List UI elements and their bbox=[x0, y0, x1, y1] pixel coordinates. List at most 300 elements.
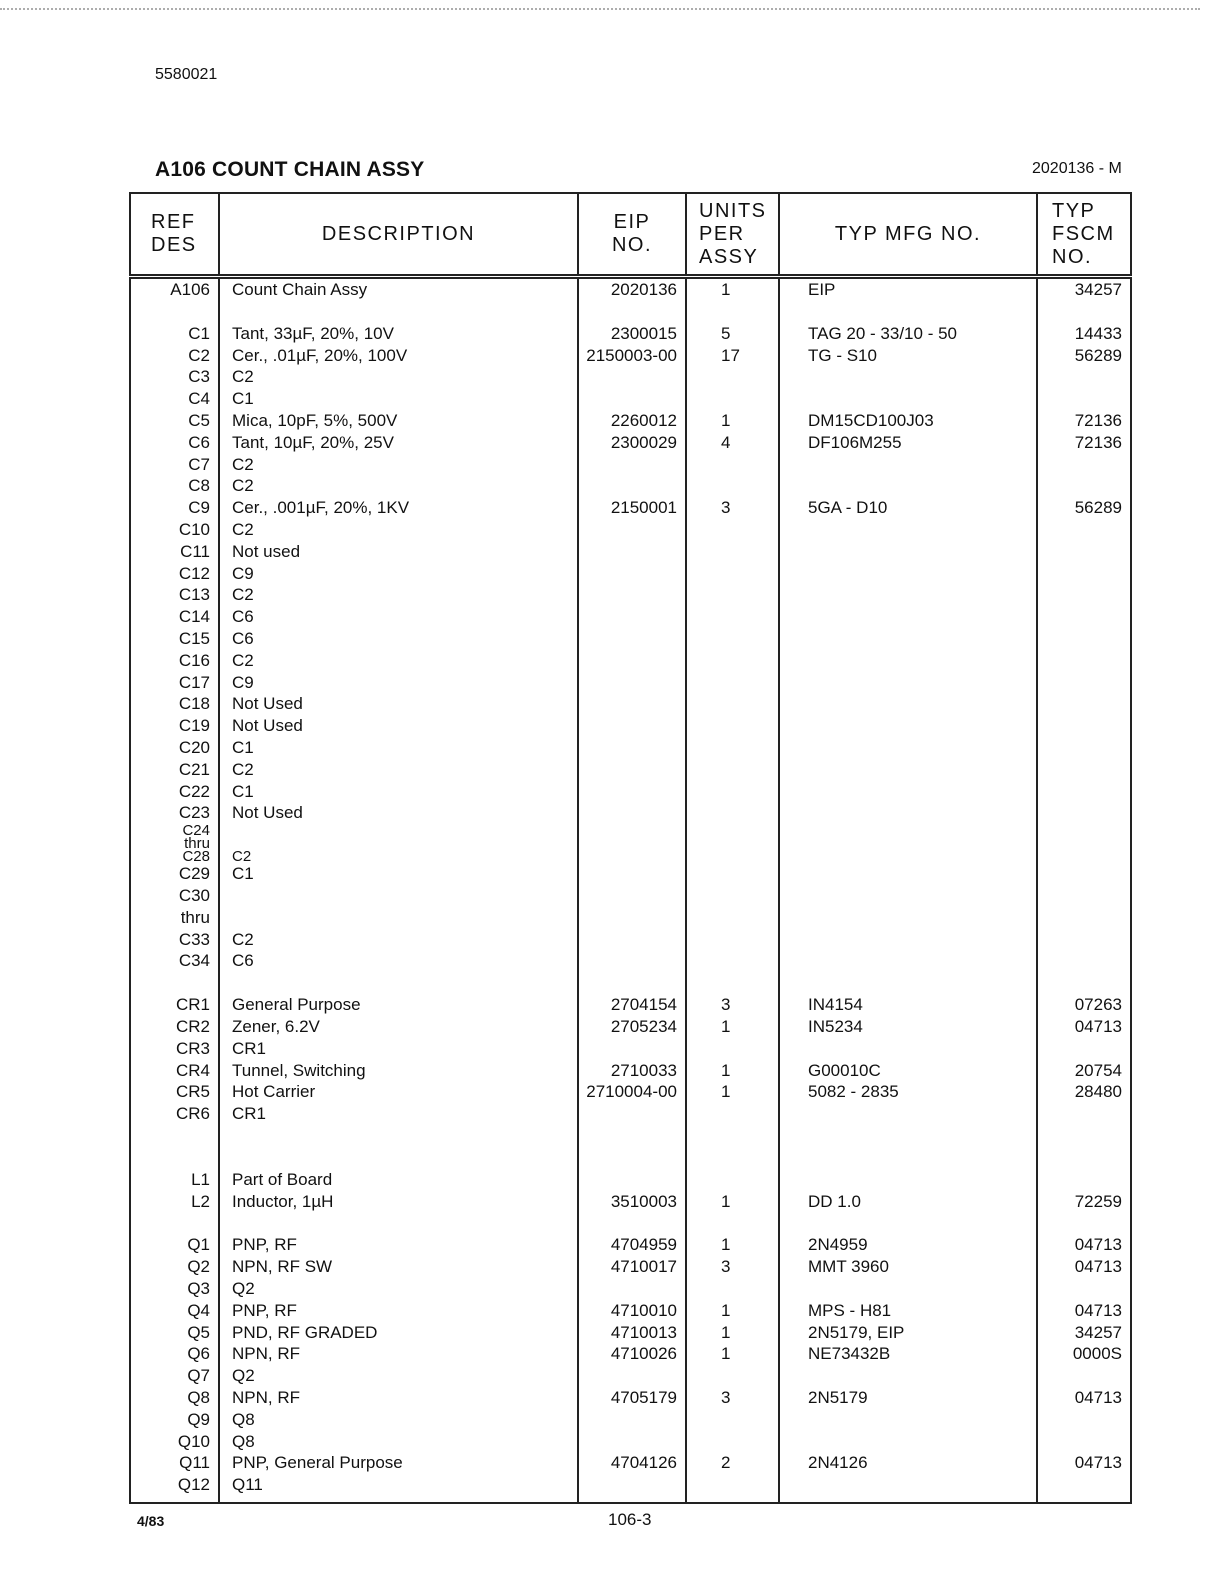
cell-fscm: 20754 bbox=[1037, 1060, 1131, 1082]
table-row bbox=[130, 885, 1131, 907]
cell-eip bbox=[578, 563, 686, 585]
cell-desc: CR1 bbox=[219, 1103, 578, 1125]
table-row bbox=[130, 1278, 1131, 1300]
cell-units bbox=[686, 907, 779, 929]
cell-units bbox=[686, 1147, 779, 1169]
cell-units bbox=[686, 863, 779, 885]
cell-ref: C23 bbox=[130, 802, 219, 824]
cell-fscm bbox=[1037, 1212, 1131, 1234]
table-row bbox=[130, 994, 1131, 1016]
cell-desc: Q11 bbox=[219, 1474, 578, 1503]
header-ref-line-2: DES bbox=[151, 234, 197, 256]
cell-units: 1 bbox=[686, 1234, 779, 1256]
cell-eip: 2710033 bbox=[578, 1060, 686, 1082]
cell-ref: CR1 bbox=[130, 994, 219, 1016]
cell-mfg bbox=[779, 885, 1037, 907]
cell-eip bbox=[578, 1409, 686, 1431]
cell-desc: Not Used bbox=[219, 715, 578, 737]
cell-eip bbox=[578, 301, 686, 323]
cell-desc: General Purpose bbox=[219, 994, 578, 1016]
cell-desc: Not Used bbox=[219, 802, 578, 824]
cell-fscm: 04713 bbox=[1037, 1300, 1131, 1322]
cell-ref: thru bbox=[130, 837, 219, 850]
cell-units bbox=[686, 541, 779, 563]
cell-ref: CR4 bbox=[130, 1060, 219, 1082]
cell-desc: Inductor, 1µH bbox=[219, 1191, 578, 1213]
cell-fscm: 72136 bbox=[1037, 432, 1131, 454]
cell-units bbox=[686, 693, 779, 715]
cell-eip: 2300029 bbox=[578, 432, 686, 454]
cell-units bbox=[686, 672, 779, 694]
cell-eip bbox=[578, 863, 686, 885]
cell-units bbox=[686, 584, 779, 606]
cell-mfg bbox=[779, 563, 1037, 585]
cell-fscm bbox=[1037, 301, 1131, 323]
cell-fscm bbox=[1037, 1038, 1131, 1060]
cell-fscm bbox=[1037, 837, 1131, 850]
cell-fscm: 04713 bbox=[1037, 1234, 1131, 1256]
cell-ref: CR3 bbox=[130, 1038, 219, 1060]
cell-fscm bbox=[1037, 366, 1131, 388]
spacer-row bbox=[130, 972, 1131, 994]
cell-mfg: 5082 - 2835 bbox=[779, 1081, 1037, 1103]
table-row bbox=[130, 1474, 1131, 1503]
cell-mfg bbox=[779, 1431, 1037, 1453]
cell-ref: C14 bbox=[130, 606, 219, 628]
table-row bbox=[130, 1060, 1131, 1082]
cell-eip bbox=[578, 541, 686, 563]
cell-fscm bbox=[1037, 885, 1131, 907]
cell-mfg: G00010C bbox=[779, 1060, 1037, 1082]
cell-ref: C4 bbox=[130, 388, 219, 410]
cell-eip bbox=[578, 1212, 686, 1234]
cell-ref: C16 bbox=[130, 650, 219, 672]
cell-eip: 4705179 bbox=[578, 1387, 686, 1409]
cell-fscm: 56289 bbox=[1037, 497, 1131, 519]
cell-ref: C20 bbox=[130, 737, 219, 759]
cell-mfg: NE73432B bbox=[779, 1343, 1037, 1365]
cell-ref: C2 bbox=[130, 345, 219, 367]
cell-ref: CR5 bbox=[130, 1081, 219, 1103]
cell-mfg bbox=[779, 972, 1037, 994]
cell-units bbox=[686, 475, 779, 497]
table-row bbox=[130, 1431, 1131, 1453]
cell-mfg: 5GA - D10 bbox=[779, 497, 1037, 519]
cell-mfg bbox=[779, 1278, 1037, 1300]
table-row bbox=[130, 737, 1131, 759]
cell-fscm bbox=[1037, 850, 1131, 863]
cell-desc: NPN, RF bbox=[219, 1343, 578, 1365]
cell-desc: C1 bbox=[219, 863, 578, 885]
cell-ref: Q8 bbox=[130, 1387, 219, 1409]
table-row bbox=[130, 1169, 1131, 1191]
cell-eip bbox=[578, 759, 686, 781]
cell-mfg bbox=[779, 650, 1037, 672]
cell-eip bbox=[578, 650, 686, 672]
table-row bbox=[130, 863, 1131, 885]
header-description: DESCRIPTION bbox=[219, 193, 578, 277]
cell-fscm bbox=[1037, 563, 1131, 585]
table-row bbox=[130, 950, 1131, 972]
cell-mfg bbox=[779, 388, 1037, 410]
cell-fscm bbox=[1037, 388, 1131, 410]
cell-ref: C5 bbox=[130, 410, 219, 432]
cell-ref: C30 bbox=[130, 885, 219, 907]
cell-desc bbox=[219, 1147, 578, 1169]
cell-desc bbox=[219, 885, 578, 907]
spacer-row bbox=[130, 1212, 1131, 1234]
cell-mfg bbox=[779, 837, 1037, 850]
cell-fscm bbox=[1037, 454, 1131, 476]
spacer-row bbox=[130, 301, 1131, 323]
page-title: A106 COUNT CHAIN ASSY bbox=[155, 158, 425, 181]
header-units-line-1: UNITS bbox=[699, 199, 767, 222]
cell-fscm: 04713 bbox=[1037, 1387, 1131, 1409]
cell-units bbox=[686, 606, 779, 628]
table-row bbox=[130, 672, 1131, 694]
cell-mfg: MPS - H81 bbox=[779, 1300, 1037, 1322]
table-row bbox=[130, 323, 1131, 345]
cell-desc bbox=[219, 824, 578, 837]
cell-desc bbox=[219, 972, 578, 994]
cell-units bbox=[686, 1474, 779, 1503]
cell-fscm bbox=[1037, 650, 1131, 672]
table-row bbox=[130, 929, 1131, 951]
spacer-row bbox=[130, 1125, 1131, 1147]
cell-mfg bbox=[779, 301, 1037, 323]
cell-ref: C15 bbox=[130, 628, 219, 650]
cell-ref: thru bbox=[130, 907, 219, 929]
header-eip-line-2: NO. bbox=[611, 234, 653, 256]
cell-ref: Q12 bbox=[130, 1474, 219, 1503]
cell-units bbox=[686, 1212, 779, 1234]
cell-fscm bbox=[1037, 950, 1131, 972]
cell-fscm: 72136 bbox=[1037, 410, 1131, 432]
cell-eip: 2300015 bbox=[578, 323, 686, 345]
cell-fscm bbox=[1037, 606, 1131, 628]
cell-desc: C6 bbox=[219, 950, 578, 972]
cell-ref: C8 bbox=[130, 475, 219, 497]
header-units-line-2: PER bbox=[699, 222, 745, 245]
cell-ref: C19 bbox=[130, 715, 219, 737]
cell-mfg: DF106M255 bbox=[779, 432, 1037, 454]
cell-units: 1 bbox=[686, 277, 779, 301]
cell-mfg bbox=[779, 781, 1037, 803]
cell-mfg bbox=[779, 1365, 1037, 1387]
cell-units: 4 bbox=[686, 432, 779, 454]
cell-units bbox=[686, 388, 779, 410]
cell-units: 1 bbox=[686, 1081, 779, 1103]
table-row bbox=[130, 759, 1131, 781]
cell-mfg bbox=[779, 850, 1037, 863]
cell-desc: Tant, 10µF, 20%, 25V bbox=[219, 432, 578, 454]
cell-fscm bbox=[1037, 1147, 1131, 1169]
table-row bbox=[130, 277, 1131, 301]
cell-ref: A106 bbox=[130, 277, 219, 301]
parts-list-body bbox=[130, 277, 1131, 1504]
cell-desc: Q8 bbox=[219, 1431, 578, 1453]
cell-mfg: IN4154 bbox=[779, 994, 1037, 1016]
cell-fscm: 07263 bbox=[1037, 994, 1131, 1016]
cell-units bbox=[686, 824, 779, 837]
cell-fscm bbox=[1037, 781, 1131, 803]
cell-ref bbox=[130, 301, 219, 323]
cell-ref bbox=[130, 1147, 219, 1169]
cell-ref: Q1 bbox=[130, 1234, 219, 1256]
cell-units bbox=[686, 454, 779, 476]
cell-eip bbox=[578, 850, 686, 863]
cell-mfg bbox=[779, 950, 1037, 972]
cell-mfg bbox=[779, 672, 1037, 694]
table-row bbox=[130, 837, 1131, 850]
table-row bbox=[130, 563, 1131, 585]
cell-eip bbox=[578, 1474, 686, 1503]
cell-ref: C24 bbox=[130, 824, 219, 837]
header-ref-line-1: REF bbox=[151, 211, 196, 233]
cell-units bbox=[686, 737, 779, 759]
cell-eip: 2150001 bbox=[578, 497, 686, 519]
cell-mfg: 2N4959 bbox=[779, 1234, 1037, 1256]
table-row bbox=[130, 715, 1131, 737]
cell-fscm bbox=[1037, 737, 1131, 759]
cell-ref: C18 bbox=[130, 693, 219, 715]
cell-ref: C3 bbox=[130, 366, 219, 388]
cell-desc: NPN, RF bbox=[219, 1387, 578, 1409]
table-row bbox=[130, 650, 1131, 672]
cell-desc: Not used bbox=[219, 541, 578, 563]
cell-desc: C2 bbox=[219, 519, 578, 541]
cell-mfg bbox=[779, 1125, 1037, 1147]
cell-desc: PNP, RF bbox=[219, 1234, 578, 1256]
cell-mfg bbox=[779, 628, 1037, 650]
cell-eip bbox=[578, 1125, 686, 1147]
cell-fscm bbox=[1037, 519, 1131, 541]
cell-eip bbox=[578, 715, 686, 737]
cell-mfg: MMT 3960 bbox=[779, 1256, 1037, 1278]
document-number: 5580021 bbox=[155, 66, 218, 83]
cell-mfg bbox=[779, 693, 1037, 715]
cell-fscm bbox=[1037, 475, 1131, 497]
cell-fscm: 04713 bbox=[1037, 1256, 1131, 1278]
cell-fscm bbox=[1037, 1278, 1131, 1300]
cell-mfg: DM15CD100J03 bbox=[779, 410, 1037, 432]
cell-eip bbox=[578, 907, 686, 929]
cell-eip bbox=[578, 885, 686, 907]
cell-ref: C34 bbox=[130, 950, 219, 972]
cell-ref: Q11 bbox=[130, 1452, 219, 1474]
cell-desc: C2 bbox=[219, 366, 578, 388]
table-row bbox=[130, 519, 1131, 541]
cell-fscm bbox=[1037, 1125, 1131, 1147]
cell-fscm bbox=[1037, 672, 1131, 694]
cell-desc: C2 bbox=[219, 650, 578, 672]
cell-units: 3 bbox=[686, 994, 779, 1016]
cell-mfg bbox=[779, 1474, 1037, 1503]
cell-eip bbox=[578, 1169, 686, 1191]
cell-desc: C9 bbox=[219, 563, 578, 585]
cell-eip bbox=[578, 950, 686, 972]
cell-desc: Cer., .001µF, 20%, 1KV bbox=[219, 497, 578, 519]
header-eip-line-1: EIP bbox=[613, 211, 651, 233]
cell-fscm: 72259 bbox=[1037, 1191, 1131, 1213]
cell-ref: C28 bbox=[130, 850, 219, 863]
spacer-row bbox=[130, 1147, 1131, 1169]
cell-eip: 3510003 bbox=[578, 1191, 686, 1213]
cell-ref: Q6 bbox=[130, 1343, 219, 1365]
cell-ref bbox=[130, 1125, 219, 1147]
table-row bbox=[130, 1234, 1131, 1256]
cell-fscm bbox=[1037, 907, 1131, 929]
cell-desc: CR1 bbox=[219, 1038, 578, 1060]
cell-units: 1 bbox=[686, 1343, 779, 1365]
header-fscm-line-2: FSCM bbox=[1052, 222, 1115, 245]
cell-desc bbox=[219, 907, 578, 929]
cell-units bbox=[686, 885, 779, 907]
cell-mfg bbox=[779, 541, 1037, 563]
cell-desc: PNP, RF bbox=[219, 1300, 578, 1322]
cell-mfg bbox=[779, 1103, 1037, 1125]
cell-eip bbox=[578, 972, 686, 994]
cell-desc: C6 bbox=[219, 628, 578, 650]
cell-ref: L1 bbox=[130, 1169, 219, 1191]
cell-eip bbox=[578, 802, 686, 824]
table-row bbox=[130, 541, 1131, 563]
table-row bbox=[130, 1409, 1131, 1431]
table-row bbox=[130, 802, 1131, 824]
cell-mfg bbox=[779, 737, 1037, 759]
header-units-line-3: ASSY bbox=[699, 245, 759, 268]
cell-units: 5 bbox=[686, 323, 779, 345]
table-row bbox=[130, 907, 1131, 929]
table-row bbox=[130, 850, 1131, 863]
cell-units bbox=[686, 1125, 779, 1147]
header-typ-fscm-no bbox=[1037, 193, 1131, 277]
cell-eip: 4704126 bbox=[578, 1452, 686, 1474]
header-ref-des bbox=[130, 193, 219, 277]
cell-ref: CR6 bbox=[130, 1103, 219, 1125]
table-row bbox=[130, 584, 1131, 606]
cell-mfg: DD 1.0 bbox=[779, 1191, 1037, 1213]
cell-mfg bbox=[779, 802, 1037, 824]
cell-desc: Q2 bbox=[219, 1278, 578, 1300]
cell-units bbox=[686, 301, 779, 323]
cell-fscm bbox=[1037, 1103, 1131, 1125]
cell-desc: C2 bbox=[219, 454, 578, 476]
cell-units: 1 bbox=[686, 1060, 779, 1082]
cell-ref: C29 bbox=[130, 863, 219, 885]
cell-eip bbox=[578, 388, 686, 410]
cell-fscm bbox=[1037, 802, 1131, 824]
cell-desc: C6 bbox=[219, 606, 578, 628]
cell-mfg bbox=[779, 366, 1037, 388]
cell-desc: Q2 bbox=[219, 1365, 578, 1387]
header-fscm-line-3: NO. bbox=[1052, 245, 1093, 268]
cell-eip: 2020136 bbox=[578, 277, 686, 301]
cell-ref: C17 bbox=[130, 672, 219, 694]
cell-eip bbox=[578, 693, 686, 715]
parts-list-table bbox=[129, 192, 1132, 1504]
header-fscm-line-1: TYP bbox=[1052, 199, 1096, 222]
cell-units: 1 bbox=[686, 1300, 779, 1322]
cell-mfg bbox=[779, 929, 1037, 951]
cell-fscm: 28480 bbox=[1037, 1081, 1131, 1103]
cell-eip bbox=[578, 1147, 686, 1169]
cell-desc bbox=[219, 301, 578, 323]
cell-eip bbox=[578, 1278, 686, 1300]
table-row bbox=[130, 628, 1131, 650]
cell-mfg bbox=[779, 824, 1037, 837]
cell-units bbox=[686, 850, 779, 863]
cell-mfg: IN5234 bbox=[779, 1016, 1037, 1038]
cell-units bbox=[686, 1169, 779, 1191]
cell-mfg bbox=[779, 1409, 1037, 1431]
cell-ref: C11 bbox=[130, 541, 219, 563]
cell-eip bbox=[578, 1365, 686, 1387]
cell-units: 2 bbox=[686, 1452, 779, 1474]
cell-eip bbox=[578, 1038, 686, 1060]
cell-mfg bbox=[779, 907, 1037, 929]
cell-mfg: EIP bbox=[779, 277, 1037, 301]
cell-desc: PNP, General Purpose bbox=[219, 1452, 578, 1474]
cell-mfg bbox=[779, 1038, 1037, 1060]
cell-fscm: 56289 bbox=[1037, 345, 1131, 367]
cell-mfg: 2N4126 bbox=[779, 1452, 1037, 1474]
cell-eip bbox=[578, 781, 686, 803]
cell-eip bbox=[578, 737, 686, 759]
cell-eip: 4710026 bbox=[578, 1343, 686, 1365]
cell-units bbox=[686, 1278, 779, 1300]
cell-desc: NPN, RF SW bbox=[219, 1256, 578, 1278]
table-row bbox=[130, 1322, 1131, 1344]
cell-ref: Q4 bbox=[130, 1300, 219, 1322]
cell-desc: Tunnel, Switching bbox=[219, 1060, 578, 1082]
cell-ref: C6 bbox=[130, 432, 219, 454]
cell-mfg bbox=[779, 1147, 1037, 1169]
cell-fscm bbox=[1037, 1365, 1131, 1387]
table-row bbox=[130, 1343, 1131, 1365]
cell-desc bbox=[219, 1125, 578, 1147]
cell-eip bbox=[578, 366, 686, 388]
cell-ref: C21 bbox=[130, 759, 219, 781]
table-row bbox=[130, 454, 1131, 476]
cell-eip bbox=[578, 837, 686, 850]
cell-desc: PND, RF GRADED bbox=[219, 1322, 578, 1344]
cell-fscm: 04713 bbox=[1037, 1016, 1131, 1038]
table-row bbox=[130, 1081, 1131, 1103]
table-row bbox=[130, 475, 1131, 497]
cell-desc: Part of Board bbox=[219, 1169, 578, 1191]
table-row bbox=[130, 1300, 1131, 1322]
table-row bbox=[130, 693, 1131, 715]
cell-desc: C9 bbox=[219, 672, 578, 694]
table-row bbox=[130, 410, 1131, 432]
header-eip-no bbox=[578, 193, 686, 277]
cell-fscm bbox=[1037, 863, 1131, 885]
cell-units bbox=[686, 1409, 779, 1431]
cell-mfg: TAG 20 - 33/10 - 50 bbox=[779, 323, 1037, 345]
cell-ref: C10 bbox=[130, 519, 219, 541]
cell-mfg bbox=[779, 863, 1037, 885]
cell-mfg: 2N5179, EIP bbox=[779, 1322, 1037, 1344]
cell-units bbox=[686, 650, 779, 672]
cell-units: 1 bbox=[686, 410, 779, 432]
cell-desc: Mica, 10pF, 5%, 500V bbox=[219, 410, 578, 432]
cell-eip bbox=[578, 1431, 686, 1453]
cell-ref: Q7 bbox=[130, 1365, 219, 1387]
cell-ref: Q3 bbox=[130, 1278, 219, 1300]
table-row bbox=[130, 606, 1131, 628]
cell-units: 1 bbox=[686, 1016, 779, 1038]
